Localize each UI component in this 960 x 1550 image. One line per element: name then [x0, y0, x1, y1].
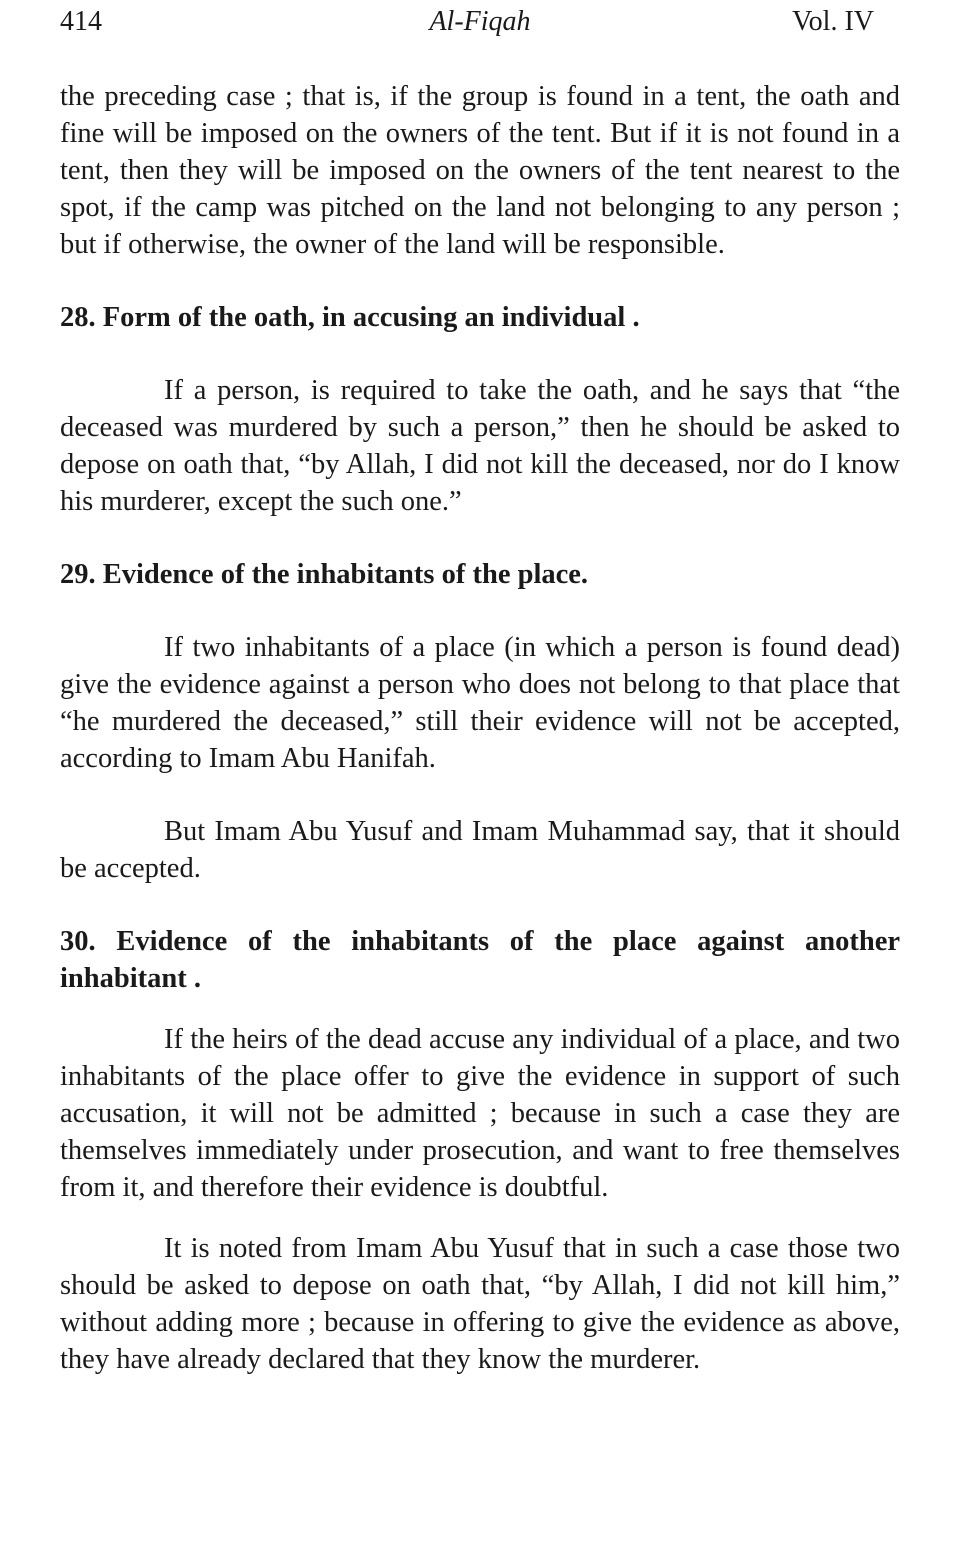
- section-29: [60, 556, 900, 887]
- volume-label: Vol. IV: [792, 6, 874, 37]
- section-heading: 28. Form of the oath, in accusing an individual .: [60, 302, 640, 333]
- continued-paragraph: the preceding case ; that is, if the group is found in a tent, the oath and fine will be imposed on the owners of the tent. But if it is not found in a tent, then they will be imposed on the owners of the tent nearest to the spot, if the camp was pitched on the land not belonging to any person ; but if otherwise, the owner of the land will be responsible.: [60, 81, 900, 260]
- section-paragraph: If the heirs of the dead accuse any individual of a place, and two inhabitants of the place offer to give the evidence in support of such accusation, it will not be admitted ; because in such a case they are themselves immediately under prosecution, and want to free themselves from it, and therefore their evidence is doubtful.: [60, 1024, 900, 1203]
- book-title: Al-Fiqah: [429, 6, 531, 37]
- page-body: [60, 78, 900, 1378]
- section-heading: 29. Evidence of the inhabitants of the place.: [60, 559, 589, 590]
- section-paragraph: It is noted from Imam Abu Yusuf that in such a case those two should be asked to depose on oath that, “by Allah, I did not kill him,” without adding more ; because in offering to give the evidence as above, they have already declared that they know the murderer.: [60, 1233, 900, 1375]
- section-28: [60, 299, 900, 520]
- section-30: [60, 923, 900, 1378]
- book-page: [60, 0, 900, 1550]
- section-paragraph: If a person, is required to take the oath, and he says that “the deceased was murdered by such a person,” then he should be asked to depose on oath that, “by Allah, I did not kill the deceased, nor do I know his murderer, except the such one.”: [60, 375, 900, 517]
- section-paragraph: If two inhabitants of a place (in which a person is found dead) give the evidence against a person who does not belong to that place that “he murdered the deceased,” still their evidence will not be accepted, according to Imam Abu Hanifah.: [60, 632, 900, 774]
- page-number: 414: [60, 6, 102, 37]
- section-paragraph: But Imam Abu Yusuf and Imam Muhammad say, that it should be accepted.: [60, 816, 900, 884]
- running-header: [60, 6, 900, 46]
- section-heading: 30. Evidence of the inhabitants of the place against another inhabitant .: [60, 926, 900, 994]
